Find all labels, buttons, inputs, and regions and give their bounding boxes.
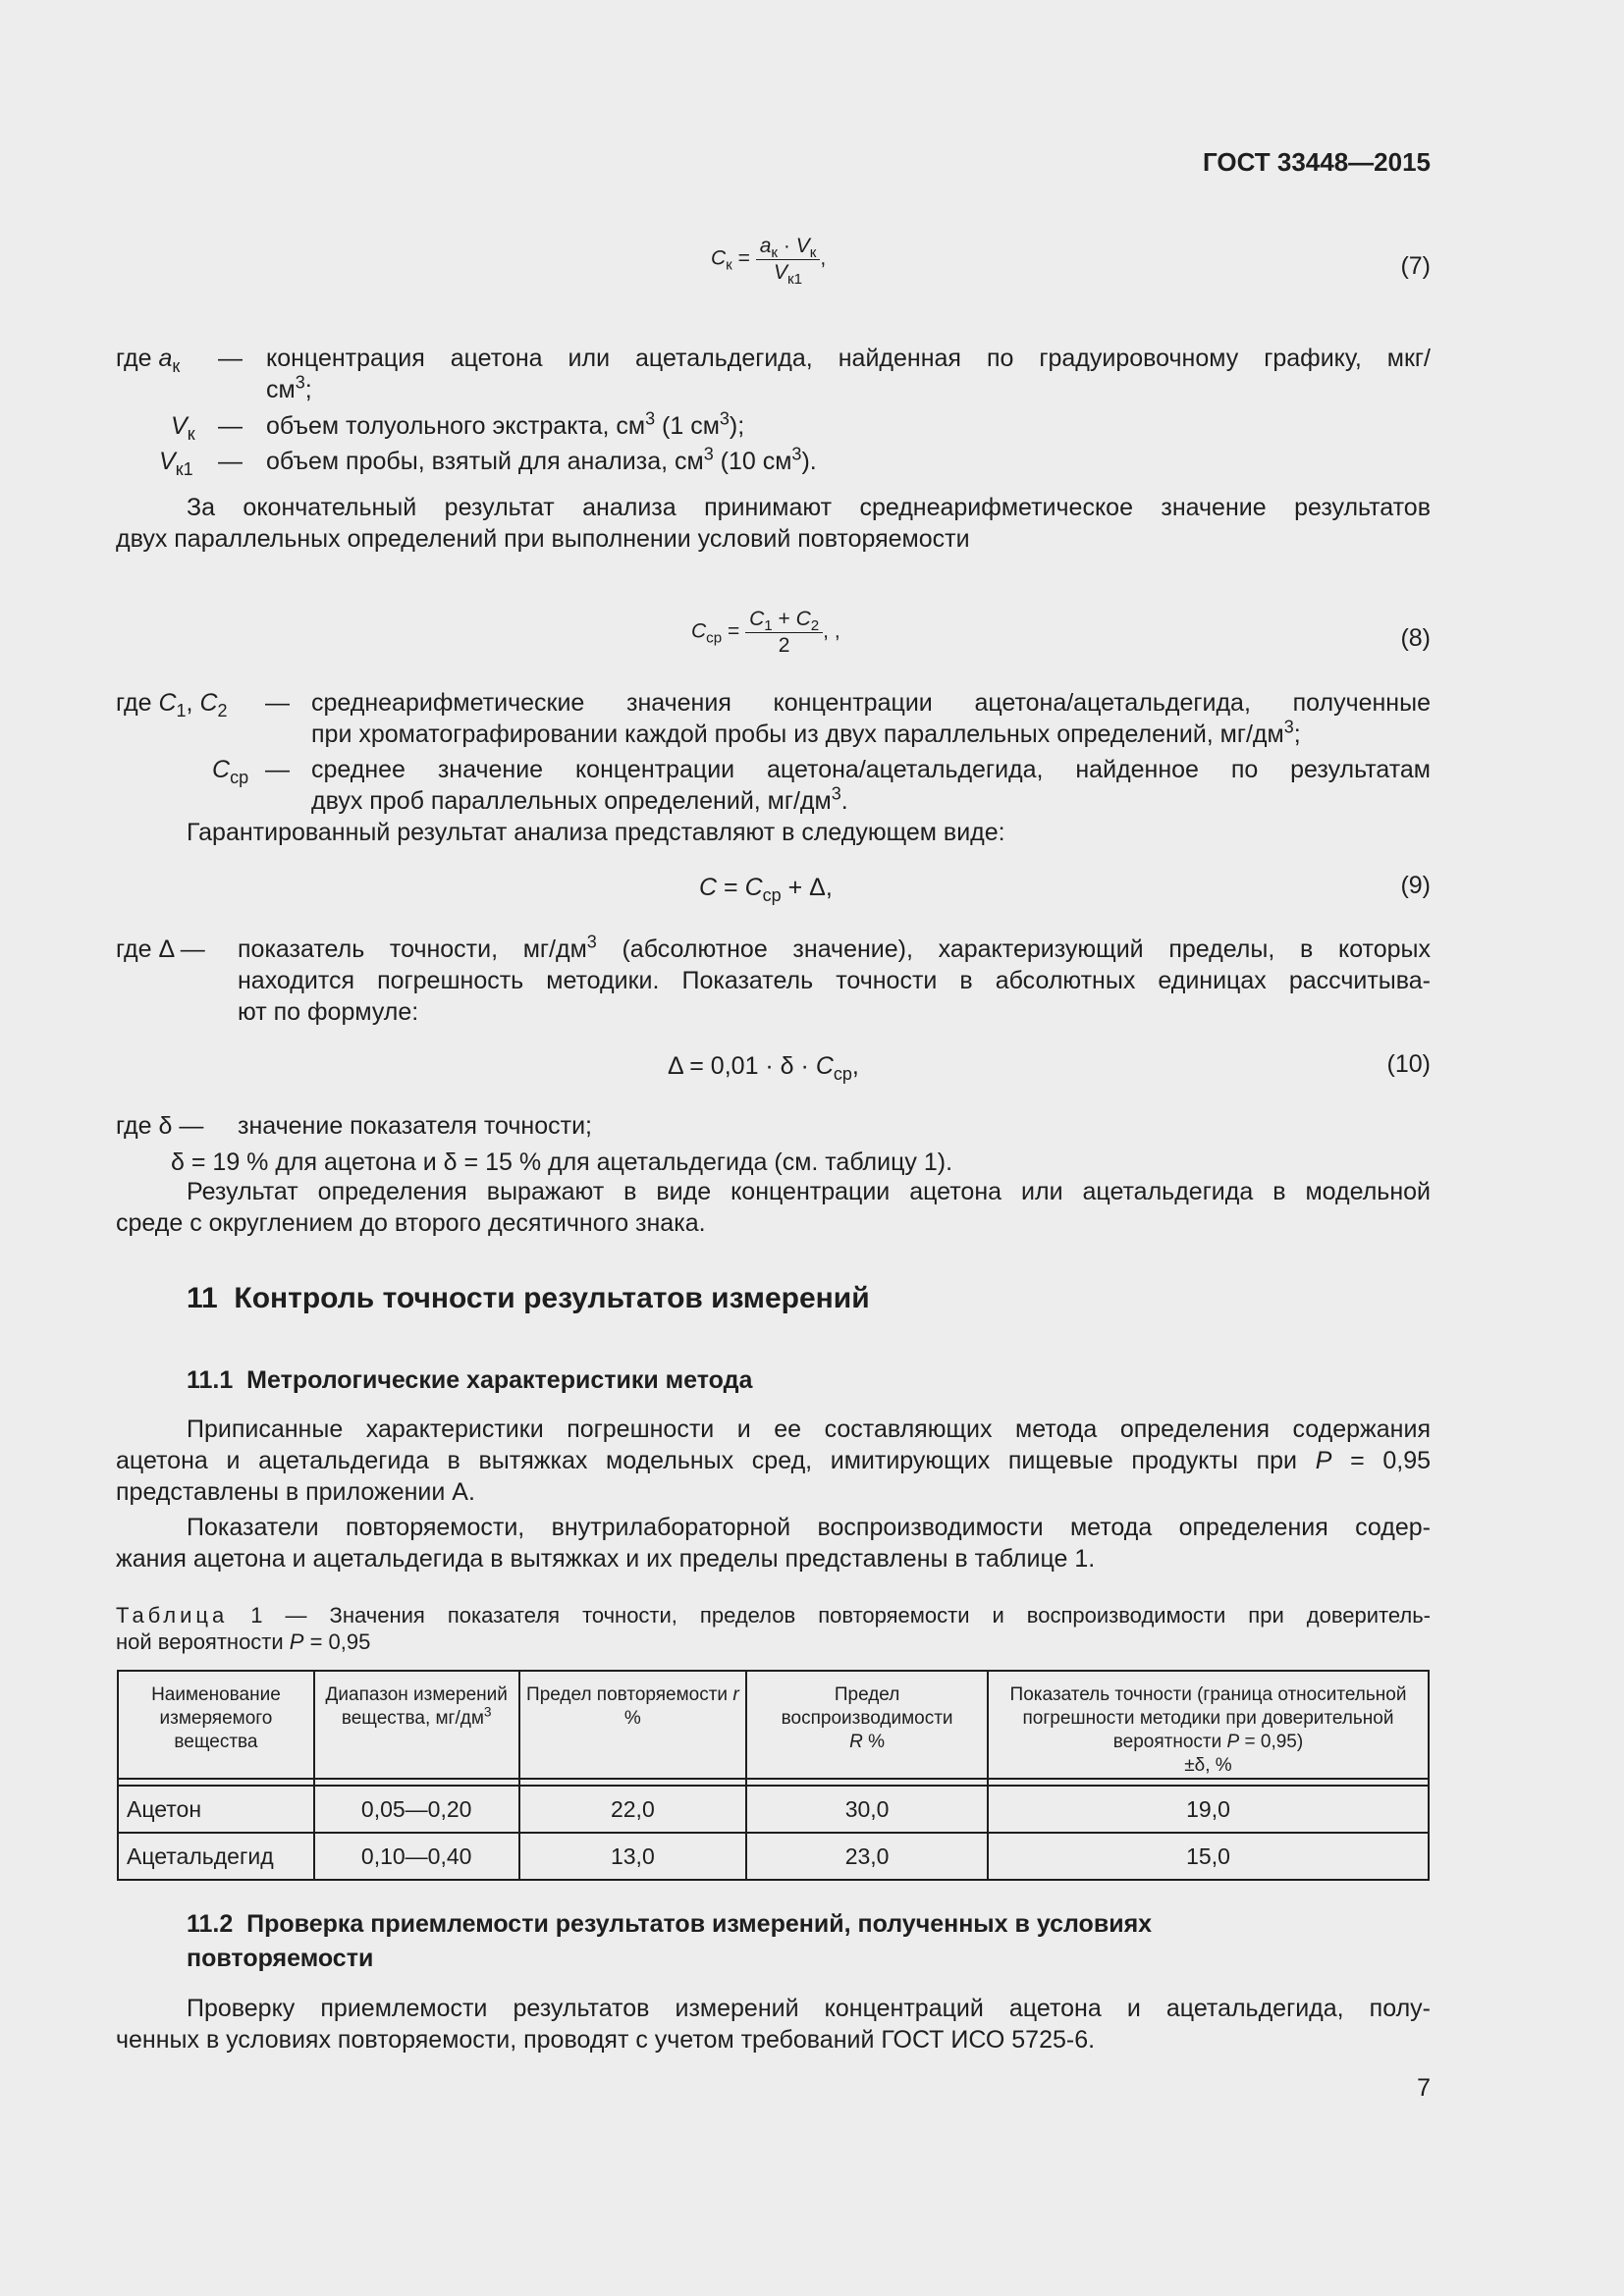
where-7-dash-3: —: [218, 448, 243, 475]
table-header-separator: [118, 1779, 1429, 1786]
where-7-dash-1: —: [218, 345, 243, 372]
section-11-1-heading: 11.1 Метрологические характеристики метода: [187, 1366, 753, 1394]
page-number: 7: [1417, 2074, 1431, 2102]
para-11-1b-line2: жания ацетона и ацетальдегида в вытяжках и их пределы представлены в таблице 1.: [116, 1545, 1096, 1573]
header-reproducibility: Предел воспроизводимости R %: [746, 1671, 988, 1779]
header-accuracy: Показатель точности (граница относительной погрешности методики при доверительной вероятности P = 0,95) ±δ, %: [988, 1671, 1429, 1779]
equation-8-number: (8): [1400, 624, 1431, 652]
para-final-line1: За окончательный результат анализа принимают среднеарифметическое значение результатов: [187, 494, 1431, 521]
para-11-2-line2: ченных в условиях повторяемости, проводят с учетом требований ГОСТ ИСО 5725-6.: [116, 2026, 1096, 2054]
cell-R: 23,0: [746, 1833, 988, 1880]
where-8-ccp-line1: среднее значение концентрации ацетона/ацетальдегида, найденное по результатам: [311, 756, 1431, 783]
equation-9-number: (9): [1400, 872, 1431, 899]
cell-r: 13,0: [519, 1833, 747, 1880]
where-10-line1: значение показателя точности;: [238, 1112, 592, 1140]
para-11-1a-line3: представлены в приложении А.: [116, 1478, 475, 1506]
where-8-c12-line2: при хроматографировании каждой пробы из двух параллельных определений, $мг/дм^3$;: [311, 717, 1301, 748]
equation-8: $C_{ср}$ = $\frac{C_1 + C_2}{2}$ , ,: [691, 608, 840, 657]
standard-number: ГОСТ 33448—2015: [1203, 147, 1431, 177]
where-7-vk1-text: объем пробы, взятый для анализа, $см^3$ (10 $см^3$).: [266, 444, 817, 475]
table-header-row: [118, 1671, 1429, 1779]
page-header: [982, 147, 1431, 178]
header-range: Диапазон измерений вещества, $мг/дм^3$: [314, 1671, 519, 1779]
where-8-dash-1: —: [265, 689, 290, 717]
para-result-line1: Результат определения выражают в виде концентрации ацетона или ацетальдегида в модельной: [187, 1178, 1431, 1205]
table-row: [118, 1786, 1429, 1833]
equation-7-fraction: $\frac{a_к \cdot V_к}{V_{к1}}$: [756, 234, 821, 285]
cell-range: 0,10—0,40: [314, 1833, 519, 1880]
header-repeatability: Предел повторяемости r %: [519, 1671, 747, 1779]
where-10-label: где δ —: [116, 1112, 204, 1140]
where-8-dash-2: —: [265, 756, 290, 783]
where-8-ccp-line2: двух проб параллельных определений, $мг/дм^3$.: [311, 783, 848, 815]
section-11-2-heading-line2: повторяемости: [187, 1945, 374, 1972]
section-11-2-heading-line1: 11.2 Проверка приемлемости результатов измерений, полученных в условиях: [187, 1910, 1153, 1938]
where-7-vk1-symbol: $V_{к1}$: [159, 448, 193, 479]
para-11-1a-line1: Приписанные характеристики погрешности и ее составляющих метода определения содержания: [187, 1415, 1431, 1443]
section-11-heading: 11 Контроль точности результатов измерений: [187, 1282, 870, 1314]
equation-7-number: (7): [1400, 252, 1431, 280]
para-result-line2: среде с округлением до второго десятичного знака.: [116, 1209, 706, 1237]
table-1-caption-line1: Таблица 1 — Значения показателя точности, пределов повторяемости и воспроизводимости при доверитель-: [116, 1603, 1431, 1628]
where-8-ccp-symbol: $C_{ср}$: [212, 756, 249, 787]
where-9-line3: ют по формуле:: [238, 998, 419, 1026]
where-7-vk-symbol: $V_к$: [171, 412, 195, 444]
cell-delta: 15,0: [988, 1833, 1429, 1880]
cell-R: 30,0: [746, 1786, 988, 1833]
cell-name: Ацетон: [118, 1786, 314, 1833]
equation-9: $C = C_{ср} + \Delta$,: [699, 874, 833, 905]
equation-10-number: (10): [1386, 1050, 1431, 1078]
table-1: [117, 1670, 1430, 1881]
para-11-1a-line2: ацетона и ацетальдегида в вытяжках модельных сред, имитирующих пищевые продукты при P = 0,95: [116, 1447, 1431, 1474]
where-7-label: где $a_к$: [116, 345, 181, 376]
where-8-label: где $C_1$, $C_2$: [116, 689, 228, 721]
cell-range: 0,05—0,20: [314, 1786, 519, 1833]
equation-8-fraction: $\frac{C_1 + C_2}{2}$: [745, 607, 823, 658]
where-7-vk-text: объем толуольного экстракта, $см^3$ (1 $см^3$);: [266, 408, 745, 440]
where-7-ak-line2: $см^3$;: [266, 372, 312, 403]
where-7-ak-line1: концентрация ацетона или ацетальдегида, найденная по градуировочному графику, мкг/: [266, 345, 1431, 372]
cell-name: Ацетальдегид: [118, 1833, 314, 1880]
where-9-line2: находится погрешность методики. Показатель точности в абсолютных единицах рассчитыва-: [238, 967, 1431, 994]
table-row: [118, 1833, 1429, 1880]
cell-r: 22,0: [519, 1786, 747, 1833]
where-8-c12-line1: среднеарифметические значения концентрации ацетона/ацетальдегида, полученные: [311, 689, 1431, 717]
where-7-dash-2: —: [218, 412, 243, 440]
where-10-line2: δ = 19 % для ацетона и δ = 15 % для ацетальдегида (см. таблицу 1).: [171, 1148, 953, 1176]
where-9-line1: показатель точности, $мг/дм^3$ (абсолютное значение), характеризующий пределы, в которых: [238, 932, 1431, 963]
header-substance: Наименование измеряемого вещества: [118, 1671, 314, 1779]
equation-7: $C_к$ = $\frac{a_к \cdot V_к}{V_{к1}}$ ,: [711, 235, 827, 289]
para-final-line2: двух параллельных определений при выполнении условий повторяемости: [116, 525, 970, 553]
para-11-1b-line1: Показатели повторяемости, внутрилабораторной воспроизводимости метода определения содер-: [187, 1514, 1431, 1541]
para-11-2-line1: Проверку приемлемости результатов измерений концентраций ацетона и ацетальдегида, полу-: [187, 1995, 1431, 2022]
table-1-caption-line2: ной вероятности P = 0,95: [116, 1629, 371, 1654]
equation-10: $\Delta = 0,01 \cdot \delta \cdot C_{ср}$,: [668, 1052, 859, 1084]
cell-delta: 19,0: [988, 1786, 1429, 1833]
where-9-label: где Δ —: [116, 935, 205, 963]
para-guaranteed: Гарантированный результат анализа представляют в следующем виде:: [187, 819, 1005, 846]
